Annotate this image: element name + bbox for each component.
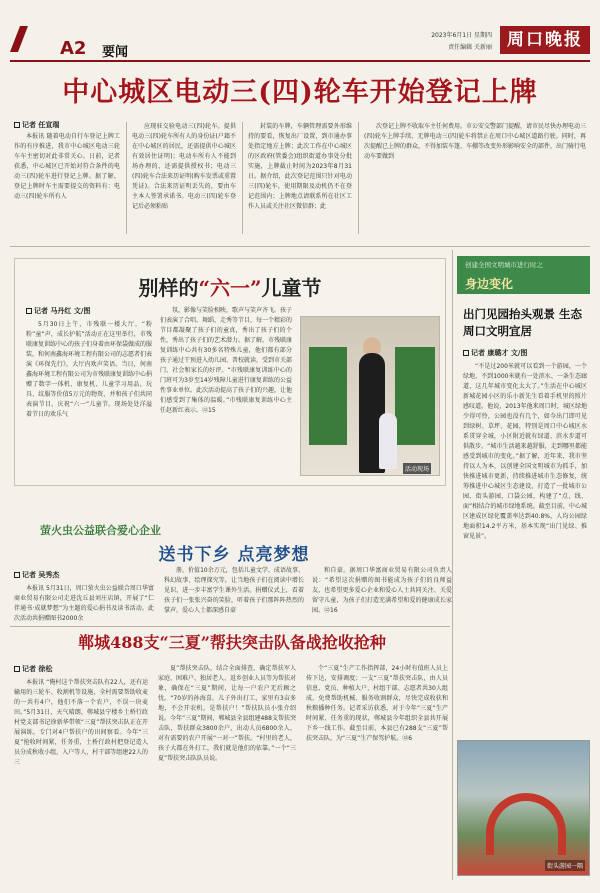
section-number: A2 [60, 38, 87, 59]
sidebar-series: 创建全国文明城市进行时之 [465, 261, 543, 269]
sidebar-section: 身边变化 [465, 277, 514, 291]
page-header [10, 8, 590, 60]
lead-headline: 中心城区电动三(四)轮车开始登记上牌 [62, 77, 538, 108]
children-day-title: 别样的“六一”儿童节 [138, 276, 322, 300]
children-day-photo [300, 316, 440, 476]
children-day-col-2: 氛，影像与笑脸相映，歌声与笑声齐飞。孩子们表演了合唱、舞蹈、走秀等节目，每一个精彩的节目都凝聚了孩子们的童真，秀出了孩子们的个性，秀出了孩子们的艺术潜力。据了解，市残联康复训练中心共有30多名特殊儿童，他们都有部分孩子通过干预进入幼儿园、普校就读，受到市关部门、社会和家长的好评。“市残联康复训练中心的门班可为3岁至14岁残障儿童进行康复训练的公益性事业单位。此次活动提高了孩子们的兴趣，让他们感受到了集体的温暖。”市残联康复训练中心主任赵新红表示。⑫15 [160, 307, 292, 414]
reading-col-1: 本报讯 5月31日，周口萤火虫公益联合周口华富商业贸易有限公司走进沈丘县刘庄店镇，开展了“仁伴通书·成就梦想”为主题的爱心捐书及读书活动。此次活动共捐赠图书2000余 [14, 585, 154, 622]
column-divider [358, 122, 359, 234]
reading-byline: 记者 吴秀杰 [14, 570, 124, 582]
photo-caption: 活动现场 [403, 463, 431, 474]
harvest-col-1: 本报讯 “俺村这个帮扶突击队有22人，还有运输用的三轮车、收割机等设施，全村需要帮助收麦的一共有4户，他们不落一个农户，不误一块麦田。”5月31日，天气晴朗，郸城县宁楼乡土桥行政村党支部书记徐新华带领“三夏”帮扶突击队正在开展演练，专门对4户帮扶户的田间察看。今年“三夏”抢收时间紧，任务重，土桥行政村把登记造人员分成秋收小组，入户等人，村干部等组建22人的三 [14, 679, 148, 766]
sidebar-banner [457, 256, 590, 294]
harvest-col-3: 个“三夏”生产工作指挥部，24小时有值班人员上传下达，安排调度；一支“三夏”帮扶突击队，由人员信息、党员、种植大户、村组干部、志愿者共30人组成，免费帮助机械、服务收割群众，尽快完成收获和秋粮播种任务。记者采访获悉，对于今年“三夏”生产时间紧、任务重的现状，郸城县今年组织全县共开展下乡一线工作。截至目前，本县已有288支“三夏”帮扶突击队，为“三夏”生产保驾护航。⑫6 [306, 665, 448, 742]
byline-box-icon [14, 666, 20, 672]
reading-subtitle: 萤火虫公益联合爱心企业 [40, 524, 161, 537]
poster-board [309, 347, 347, 445]
sidebar-title: 出门见园抬头观景 生态周口文明宜居 [463, 307, 583, 338]
issue-date: 2023年6月1日 星期四 [431, 32, 492, 39]
sidebar-photo [457, 740, 590, 876]
column-divider [126, 122, 127, 234]
column-divider [452, 250, 453, 880]
byline-box-icon [14, 122, 20, 128]
editor-credit: 责任编辑 关新丽 [448, 44, 492, 51]
sidebar-byline: 记者 康璐才 文/图 [463, 348, 587, 360]
harvest-byline: 记者 徐松 [14, 664, 124, 676]
poster-board [395, 347, 435, 445]
section-name: 要闻 [102, 45, 129, 60]
column-divider [242, 122, 243, 234]
section-divider [10, 626, 450, 627]
newspaper-brand-logo: 周口晚报 [500, 26, 590, 54]
children-day-col-1: 5月30日上午，市残联一楼大厅，“粉粉”童“声，成长护航”活动正在这里举行，市残联康复训练中心的孩子们身着由环保袋做成的服装，和何南鑫海环境工程有限公司的志愿者们表演《环保先行》，大厅内欢声笑语。当日，何南鑫海环境工程有限公司为市残联康复训练中心捐赠了数字一体机、康复机、儿童学习用品、玩具、纹服等价值5万元的物资，并和孩子们共同表演节目，庆祝“六一”儿童节。现场处处洋溢着节日的欢乐气 [26, 321, 152, 418]
article1-col-2: 应现驻交验电动三(四)轮车。提供电动三(四)轮车所有人的身份证(户籍不在中心城区的居民，还需提供中心城区有效居住证明)；电动车所有人不能到场办理的，还需提供授权书；电动三(四)轮车合法来历证明(购车发票或重置凭证)。合法来历证明丢失的，要由车主本人签署承诺书。电动三(四)轮车登记后必须粘贴 [132, 123, 236, 210]
byline-box-icon [14, 572, 20, 578]
header-divider [10, 60, 590, 62]
article1-col-1: 本报讯 随着电动自行车登记上牌工作的有序推进，我市中心城区电动三轮车车主密切对此非常关心。日前，记者获悉，中心城区已开始对符合条件的电动三(四)轮车进行登记上牌。据了解，登记上牌时车主需要提交的资料有：电动三(四)轮车所有人 [14, 133, 120, 200]
byline-box-icon [26, 308, 32, 314]
photo-caption: 街头游园一隅 [545, 860, 585, 871]
byline-text: 记者 任宣瑞 [22, 121, 60, 129]
byline-box-icon [463, 350, 469, 356]
child-figure [379, 413, 397, 469]
reading-col-3: 和自豪。据周口华富商业贸易有限公司负责人说：“希望这次捐赠的图书能成为孩子们的良师益友，也希望更多爱心企业和爱心人士共同关注、关爱留守儿童，为孩子们打造充满希望和爱的健康成长家园。⑫16 [312, 567, 452, 614]
section-divider [10, 246, 590, 247]
article1-col-4: 次登记上牌不收取车主任何费用。市公安交警部门提醒，请市民尽快办理电动三(四)轮车上牌手续，无牌电动三(四)轮车将禁止在周口中心城区道路行驶。同时，再次提醒已上牌的群众，不得加装车篷、车棚等改变外形影响安全的部件，出门骑行电动车要做到 [364, 123, 586, 160]
article1-col-3: 封装的车牌，车辆管理需要外形维持的要看，恢复出厂设置，到市通办事处指定地方上牌；此次工作在中心城区的区政府(管委会)组织街道办事处分批实施，上牌截止时间为2023年8月31日。据介绍，此次登记范围只针对电动三(四)轮车，使用期限及动机仍不在登记范围内；上牌地点请联系所在社区工作人员或关注社区微信群；此 [248, 123, 352, 210]
harvest-col-2: 夏”帮扶突击队，结合全面排查，确定帮扶军人家庭、困难户、独居老人、返乡创业人员等为帮扶对象，确保在“三夏”期间，让每一户农户无后顾之忧。“70岁的孙海喜，儿子外出打工，家里有3亩多地，不会开农机，是帮扶户！”帮扶队员小张介绍说。今年“三夏”期间，郸城县全县组建488支帮扶突击队，帮扶群众3800余户，出动人员6800余人，对有需要的农户开展“一对一”帮扶。“村里的老人，孩子大都在外打工，我们就是他们的依靠。”一个“三夏”帮扶突击队队员说。 [158, 665, 296, 762]
section-logo-icon [10, 26, 54, 52]
article1-byline [14, 120, 124, 132]
park-arch [486, 793, 566, 855]
children-day-byline: 记者 马丹红 文/图 [26, 306, 166, 318]
sidebar-feature [457, 256, 590, 876]
sidebar-body: “不是过200米就可以看到一个游园，一个绿地，不到1000米就有一处滨水、一条生态廊道，这几年城市变化太大了。”生活在中心城区新城花园小区的乐小新先生看着手机里的照片感叹道。他说，2013年他来周口时，城区绿地少得可怜，公园也没有几个，如今出门即可见到绿树、草坪、花园，特别是周口中心城区水系贯穿全城，小区附近就有绿道、滨水步道可供散步。“城市生活越来越舒服，走到哪里都能感受到城市的变化。”据了解，近年来，我市坚持以人为本，以创建全国文明城市为抓手，加快推进城市更新，持续推进城市生态修复，统筹推进中心城区生态建设，打造了一批城市公园、街头游园、口袋公园，构建了“点、线、面”相结合的城市绿地系统。截至目前，中心城区建成区绿化覆盖率达到40.8%，人均公园绿地面积14.2平方米，基本实现“出门见绿、推窗见景”。 [463, 363, 587, 540]
reading-title: 送书下乡 点亮梦想 [158, 545, 310, 565]
reading-col-2: 册，价值10余万元，包括儿童文学、成语故事、科幻故事、绘理探究等，让当地孩子们在阅读中增长见识，进一步丰富学生课外生活。捐赠仪式上，看着孩子们一张张兴奋的笑脸，听着孩子们那阵阵热烈的掌声，爱心人士都深感自豪 [164, 567, 304, 614]
harvest-headline: 郸城488支“三夏”帮扶突击队备战抢收抢种 [78, 633, 386, 652]
